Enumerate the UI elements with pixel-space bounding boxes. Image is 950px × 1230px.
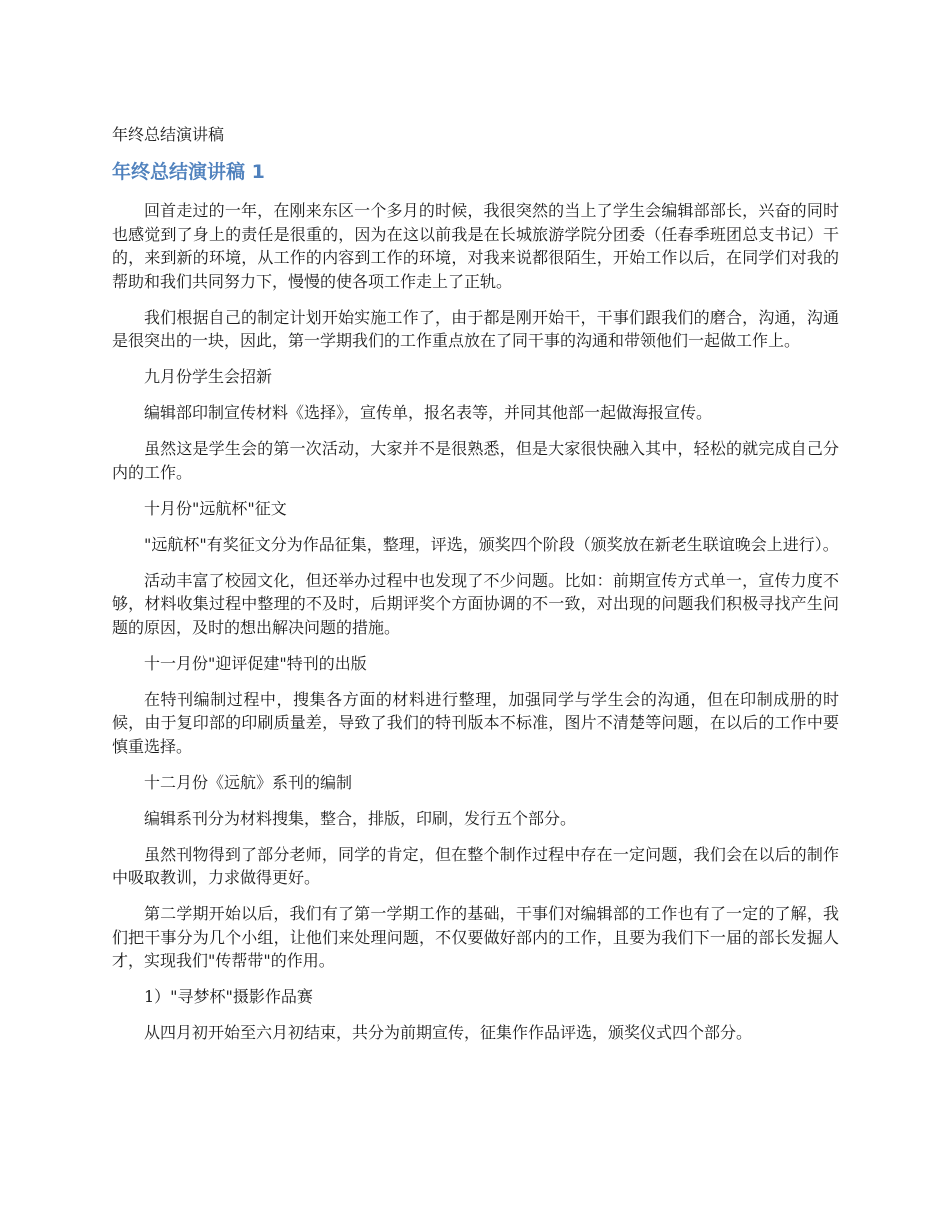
paragraph-november-process: 在特刊编制过程中，搜集各方面的材料进行整理，加强同学与学生会的沟通，但在印制成册的时候，由于复印部的印刷质量差，导致了我们的特刊版本不标准，图片不清楚等问题，在以后的工作中要慎重选择。	[112, 689, 839, 756]
paragraph-second-semester: 第二学期开始以后，我们有了第一学期工作的基础，干事们对编辑部的工作也有了一定的了解，我们把干事分为几个小组，让他们来处理问题，不仅要做好部内的工作，且要为我们下一届的部长发掘人才，实现我们"传帮带"的作用。	[112, 904, 839, 970]
paragraph-plan: 我们根据自己的制定计划开始实施工作了，由于都是刚开始干，干事们跟我们的磨合，沟通，沟通是很突出的一块，因此，第一学期我们的工作重点放在了同干事的沟通和带领他们一起做工作上。	[112, 307, 839, 350]
paragraph-photo-contest-schedule: 从四月初开始至六月初结束，共分为前期宣传，征集作作品评选，颁奖仪式四个部分。	[144, 1023, 753, 1042]
paragraph-intro: 回首走过的一年，在刚来东区一个多月的时候，我很突然的当上了学生会编辑部部长，兴奋的同时也感觉到了身上的责任是很重的，因为在这以前我是在长城旅游学院分团委（任春季班团总支书记）干的，来到新的环境，从工作的内容到工作的环境，对我来说都很陌生，开始工作以后，在同学们对我的帮助和我们共同努力下，慢慢的使各项工作走上了正轨。	[112, 201, 839, 291]
paragraph-photo-contest-title: 1）"寻梦杯"摄影作品赛	[144, 987, 313, 1006]
document-title: 年终总结演讲稿	[112, 125, 225, 144]
paragraph-december-title: 十二月份《远航》系刊的编制	[144, 772, 353, 792]
paragraph-september-title: 九月份学生会招新	[144, 367, 273, 386]
paragraph-october-stages: "远航杯"有奖征文分为作品征集，整理，评选，颁奖四个阶段（颁奖放在新老生联谊晚会上进行）。	[144, 534, 839, 554]
paragraph-september-review: 虽然这是学生会的第一次活动，大家并不是很熟悉，但是大家很快融入其中，轻松的就完成自己分内的工作。	[112, 439, 839, 482]
paragraph-september-materials: 编辑部印制宣传材料《选择》，宣传单，报名表等，并同其他部一起做海报宣传。	[144, 403, 713, 422]
paragraph-november-title: 十一月份"迎评促建"特刊的出版	[144, 653, 367, 673]
paragraph-december-review: 虽然刊物得到了部分老师，同学的肯定，但在整个制作过程中存在一定问题，我们会在以后的制作中吸取教训，力求做得更好。	[112, 844, 839, 887]
paragraph-october-title: 十月份"远航杯"征文	[144, 498, 287, 518]
paragraph-october-problems: 活动丰富了校园文化，但还举办过程中也发现了不少问题。比如：前期宣传方式单一，宣传力度不够，材料收集过程中整理的不及时，后期评奖个方面协调的不一致，对出现的问题我们积极寻找产生问题的原因，及时的想出解决问题的措施。	[112, 570, 839, 637]
paragraph-december-parts: 编辑系刊分为材料搜集，整合，排版，印刷，发行五个部分。	[144, 808, 577, 828]
section-heading: 年终总结演讲稿 1	[112, 161, 265, 183]
